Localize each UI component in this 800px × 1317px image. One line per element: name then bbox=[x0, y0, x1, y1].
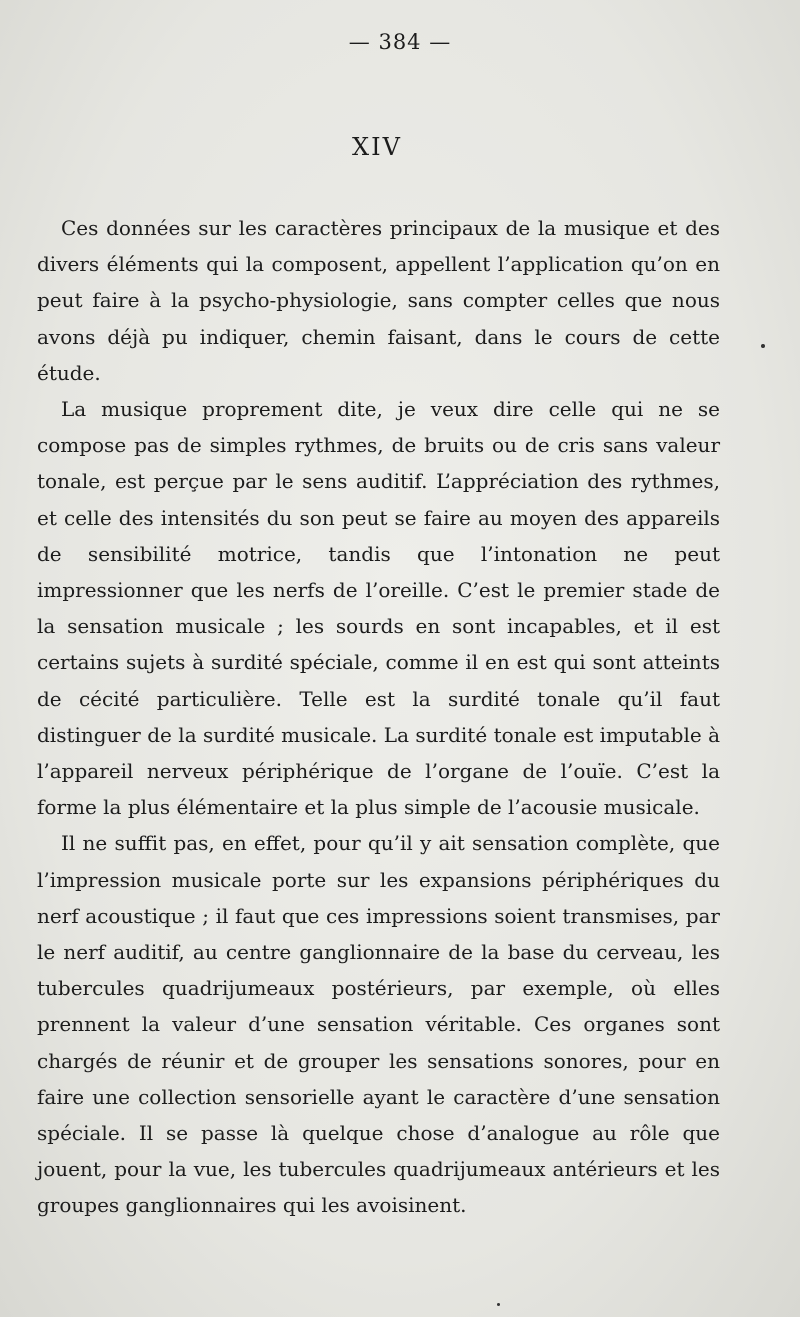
ink-speck bbox=[761, 344, 765, 348]
paragraph-2: La musique proprement dite, je veux dire celle qui ne se compose pas de simples rythmes, de bruits ou de cris sans valeur tonale, est perçue par le sens auditif. L’appréciation des rythmes, et celle des intensités du son peut se faire au moyen des appareils de sensibilité motrice, tandis que l’intonation ne peut impressionner que les nerfs de l’oreille. C’est le premier stade de la sensation musicale ; les sourds en sont incapables, et il est certains sujets à surdité spéciale, comme il en est qui sont atteints de cécité particulière. Telle est la surdité tonale qu’il faut distinguer de la surdité musicale. La surdité tonale est imputable à l’appareil nerveux périphérique de l’organe de l’ouïe. C’est la forme la plus élémentaire et la plus simple de l’acousie musicale. bbox=[37, 397, 720, 820]
body-text bbox=[37, 210, 720, 1224]
paragraph-1: Ces données sur les caractères principaux de la musique et des divers éléments qui la composent, appellent l’application qu’on en peut faire à la psycho-physiologie, sans compter celles que nous avons déjà pu indiquer, chemin faisant, dans le cours de cette étude. bbox=[37, 216, 720, 385]
page-number: — 384 — bbox=[348, 30, 452, 54]
paragraph-3: Il ne suffit pas, en effet, pour qu’il y ait sensation complète, que l’impression musicale porte sur les expansions périphériques du nerf acoustique ; il faut que ces impressions soient transmises, par le nerf auditif, au centre ganglionnaire de la base du cerveau, les tubercules quadrijumeaux postérieurs, par exemple, où elles prennent la valeur d’une sensation véritable. Ces organes sont chargés de réunir et de grouper les sensations sonores, pour en faire une collection sensorielle ayant le caractère d’une sensation spéciale. Il se passe là quelque chose d’analogue au rôle que jouent, pour la vue, les tubercules quadrijumeaux antérieurs et les groupes ganglionnaires qui les avoisinent. bbox=[37, 831, 720, 1218]
section-title: XIV bbox=[352, 133, 402, 161]
ink-speck bbox=[497, 1303, 500, 1306]
